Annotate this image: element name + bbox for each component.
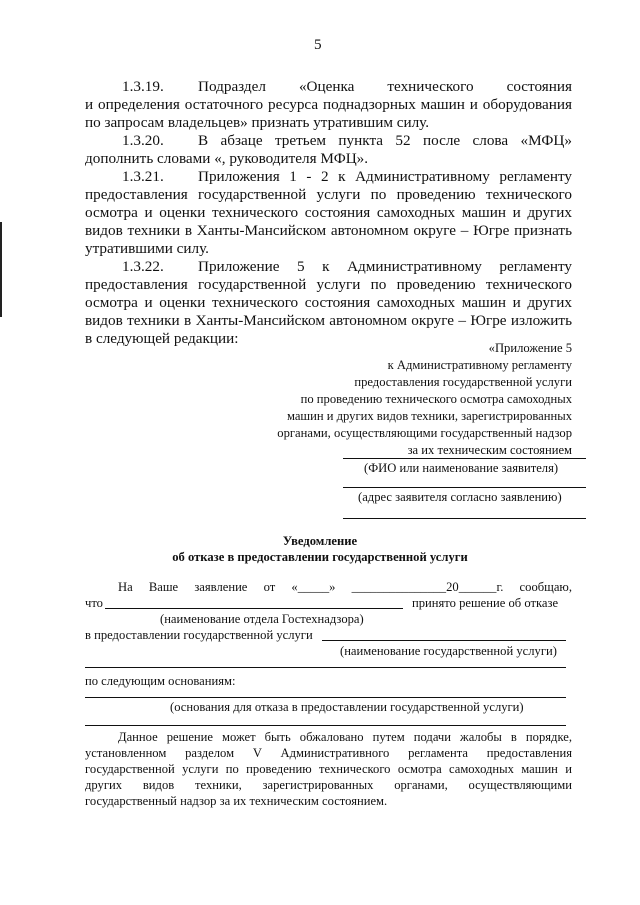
item-text-line: В абзаце третьем пункта 52 после слова «МФЦ» bbox=[198, 132, 572, 149]
notice-title: Уведомление bbox=[282, 534, 358, 548]
form-grounds-line bbox=[85, 697, 566, 698]
applicant-address-line-2 bbox=[343, 518, 586, 519]
appeal-text-line: других видов техники, зарегистрированных органами, осуществляющими bbox=[85, 778, 572, 792]
form-blank-line bbox=[85, 667, 566, 668]
appeal-text-line: Данное решение может быть обжаловано путем подачи жалобы в порядке, bbox=[118, 730, 572, 744]
appendix-header-line: за их техническим состоянием bbox=[407, 443, 572, 457]
item-text-line: предоставления государственной услуги по проведению технического bbox=[85, 186, 572, 203]
applicant-name-line bbox=[343, 458, 586, 459]
item-number: 1.3.22. bbox=[122, 258, 164, 275]
form-grounds-caption: (основания для отказа в предоставлении государственной услуги) bbox=[170, 700, 524, 714]
applicant-name-caption: (ФИО или наименование заявителя) bbox=[364, 461, 559, 475]
item-text-line: дополнить словами «, руководителя МФЦ». bbox=[85, 150, 369, 167]
applicant-address-line-1 bbox=[343, 487, 586, 488]
appendix-header-line: «Приложение 5 bbox=[488, 341, 572, 355]
appeal-text-line: государственной услуги по проведению технического осмотра самоходных машин и bbox=[85, 762, 572, 776]
form-service-label: в предоставлении государственной услуги bbox=[85, 628, 313, 642]
form-service-caption: (наименование государственной услуги) bbox=[340, 644, 557, 658]
notice-subtitle: об отказе в предоставлении государственной услуги bbox=[172, 550, 468, 564]
form-decision-text: принято решение об отказе bbox=[412, 596, 559, 610]
item-text-line: в следующей редакции: bbox=[85, 330, 239, 347]
item-text-line: утратившими силу. bbox=[85, 240, 209, 257]
item-text-line: осмотра и оценки технического состояния самоходных машин и других bbox=[85, 204, 572, 221]
item-text-line: Приложение 5 к Административному регламенту bbox=[198, 258, 572, 275]
form-service-line bbox=[322, 640, 566, 641]
appendix-header-line: к Административному регламенту bbox=[387, 358, 572, 372]
item-text-line: Приложения 1 - 2 к Административному регламенту bbox=[198, 168, 572, 185]
form-dept-line bbox=[105, 608, 403, 609]
appendix-header-line: по проведению технического осмотра самоходных bbox=[300, 392, 572, 406]
form-dept-caption: (наименование отдела Гостехнадзора) bbox=[160, 612, 364, 626]
item-text-line: видов техники в Ханты-Мансийском автономном округе – Югре признать bbox=[85, 222, 572, 239]
item-text-line: по запросам владельцев» признать утратившим силу. bbox=[85, 114, 430, 131]
form-grounds-label: по следующим основаниям: bbox=[85, 674, 236, 688]
page-number: 5 bbox=[314, 36, 322, 53]
item-text-line: Подраздел «Оценка технического состояния bbox=[198, 78, 572, 95]
item-text-line: осмотра и оценки технического состояния самоходных машин и других bbox=[85, 294, 572, 311]
appendix-header bbox=[277, 340, 572, 459]
form-grounds-line-2 bbox=[85, 725, 566, 726]
appeal-text-line: установленном разделом V Административного регламента предоставления bbox=[85, 746, 572, 760]
form-that-label: что bbox=[85, 596, 103, 610]
item-number: 1.3.20. bbox=[122, 132, 164, 149]
appendix-header-line: предоставления государственной услуги bbox=[354, 375, 572, 389]
item-number: 1.3.19. bbox=[122, 78, 164, 95]
appeal-text-line: государственный надзор за их техническим состоянием. bbox=[85, 794, 388, 808]
form-line-application: На Ваше заявление от «_____» _______________20______г. сообщаю, bbox=[118, 580, 572, 594]
appendix-header-line: машин и других видов техники, зарегистрированных bbox=[286, 409, 572, 423]
item-text-line: видов техники в Ханты-Мансийском автономном округе – Югре изложить bbox=[85, 312, 572, 329]
applicant-address-caption: (адрес заявителя согласно заявлению) bbox=[358, 490, 562, 504]
item-text-line: предоставления государственной услуги по проведению технического bbox=[85, 276, 572, 293]
appendix-header-line: органами, осуществляющими государственный надзор bbox=[277, 426, 572, 440]
scan-edge-mark bbox=[0, 222, 2, 317]
item-text-line: и определения остаточного ресурса поднадзорных машин и оборудования bbox=[85, 96, 572, 113]
item-number: 1.3.21. bbox=[122, 168, 164, 185]
